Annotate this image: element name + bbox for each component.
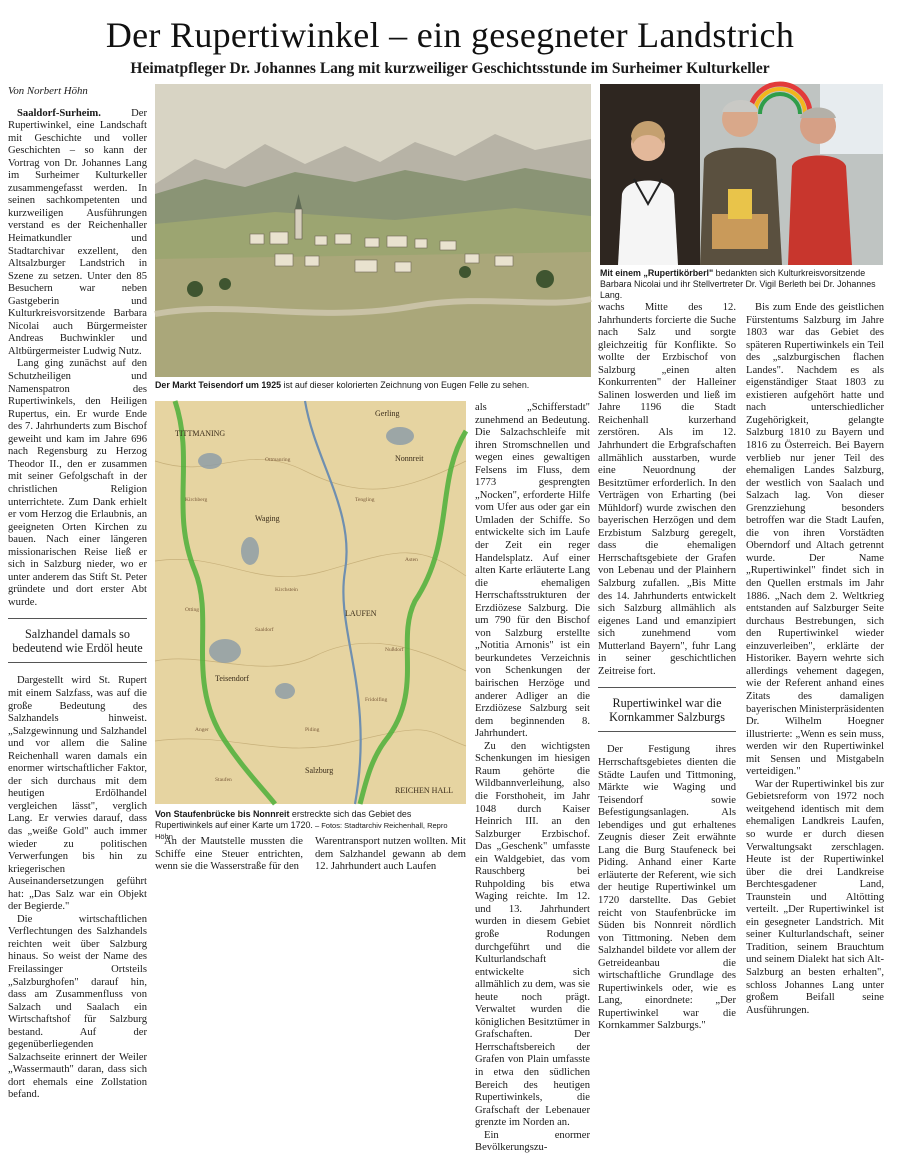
paragraph: Bis zum Ende des geistlichen Fürstentums Salzburg im Jahre 1803 war das Gebiet des späteren Rupertiwinkels ein Teil des „salzburgischen flachen Landes". Nachdem es als eigenständiger Staat 1803 zu existieren aufgehört hatte und nach unterschiedlicher Zugehörigkeit, gelangte Salzburg 1810 zu Bayern und 1816 zu Österreich. Bei Bayern verblieb nur jener Teil des ehemaligen Landes Salzburg, der westlich von Saalach und Salzach lag. Von dieser Grenzziehung besonders betroffen war die Stadt Laufen, die von ihren Vorstädten Oberndorf und Altach getrennt wurde. Der Name „Rupertiwinkel" findet sich in den Quellen erstmals im Jahr 1886. „Nach dem 2. Weltkrieg entstanden auf Salzburger Seite durchaus Bestrebungen, sich den Rupertiwinkel wieder einzuverleiben", erklärte der Historiker. Bayern wehrte sich allerdings vehement dagegen, wie der Referent anhand eines Zitats des damaligen bayerischen Ministerpräsidenten Dr. Wilhelm Hoegner illustrierte: „Wenn es sein muss, werden wir den Rupertiwinkel mit Sensen und Mistgabeln verteidigen." <box>746 302 884 778</box>
svg-text:Otting: Otting <box>185 607 200 613</box>
painting-caption <box>155 380 591 391</box>
caption-bold: Von Staufenbrücke bis Nonnreit <box>155 809 290 819</box>
paragraph: wachs Mitte des 12. Jahrhunderts forcierte die Suche nach Salz und sorgte gleichzeitig für Konflikte. So wollte der Erzbischof von Salzburg „einen alten Konkurrenten" der Halleiner Salinen loswerden und ließ im Jahre 1196 die Stadt Reichenhall kurzerhand zerstören. Als im 12. Jahrhundert die Erbgrafschaften allmählich ausstarben, wurde eine Neuordnung der Besitztümer erforderlich. In den Verträgen von Erharting (bei Mühldorf) wurde zwischen den bayerischen Herzögen und dem Erzbistum Salzburg geregelt, dass die ehemaligen Herrschaftsgebiete der Grafen von Lebenau und der Plainhern Salzburg zufallen. „Bis Mitte des 14. Jahrhunderts entwickelt sich Salzburg allmählich als eigenes Land und emanzipiert sich zunehmend vom Mutterland Bayern", fuhr Lang in seiner geschichtlichen Zeitreise fort. <box>598 302 736 677</box>
svg-text:Ottmanring: Ottmanring <box>265 457 291 463</box>
map-label: Salzburg <box>305 766 334 775</box>
map-label: TITTMANING <box>175 429 226 438</box>
paragraph: Warentransport nutzen wollten. Mit dem Salzhandel gewann ab dem 12. Jahrhundert auch Laufen <box>315 836 466 873</box>
paragraph-text: Der Rupertiwinkel, eine Landschaft mit Geschichte und voller Geschichten – so kann der Vortrag von Dr. Johannes Lang im Surheimer Kulturkeller zusammengefasst werden. In seinen sachkompetenten und kurzweiligen Ausführungen verstand es der Reichenhaller Heimatkundler und Stadtarchivar exzellent, den Altsalzburger Landstrich in Szene zu setzen. Unter den 85 Besuchern war neben Gastgeberin und Kulturkreisvorsitzende Barbara Nicolai auch Bürgermeister Andreas Buchwinkler und Altbürgermeister Ludwig Nutz. <box>8 107 147 357</box>
svg-text:Piding: Piding <box>305 727 320 733</box>
article-subheadline: Heimatpfleger Dr. Johannes Lang mit kurzweiliger Geschichtsstunde im Surheimer Kulturkeller <box>130 60 770 77</box>
paragraph: Die wirtschaftlichen Verflechtungen des Salzhandels reichten weit über Salzburg hinaus. So weist der Name des Freilassinger Ortsteils „Salzburghofen" darauf hin, dass am Zusammenfluss von Salzach und Saalach ein Wirtschaftshof für Salzburg bestand. Auf der gegenüberliegenden Salzachseite erinnert der Weiler „Wassermauth" daran, dass sich dort ehemals eine Zollstation befand. <box>8 913 147 1101</box>
photo-caption <box>600 268 883 301</box>
award-photo <box>600 84 883 265</box>
dateline: Saaldorf-Surheim. <box>17 107 101 119</box>
caption-text: erstreckte sich das Gebiet des Rupertiwinkels auf einer Karte um 1720. <box>155 809 412 830</box>
svg-text:Kirchstein: Kirchstein <box>275 587 298 593</box>
map-label: Gerling <box>375 409 400 418</box>
painting-teisendorf-image <box>155 84 591 377</box>
svg-text:Staufen: Staufen <box>215 777 232 783</box>
map-label: Teisendorf <box>215 674 250 683</box>
paragraph: War der Rupertiwinkel bis zur Gebietsreform von 1972 noch weitgehend identisch mit dem ehemaligen Landkreis Laufen, so wurde er durch diesen Verwaltungsakt zerschlagen. Heute ist der Rupertiwinkel über die drei Landkreise Berchtesgadener Land, Traunstein und Altötting verteilt. „Der Rupertiwinkel ist ein gesegneter Landstrich. Mit seiner Kulturlandschaft, seiner Tradition, seinem Brauchtum und seinem Dialekt hat sich Alt-Salzburg an besten erhalten", schloss Johannes Lang unter großem Beifall seine Ausführungen. <box>746 778 884 1016</box>
author-byline: Von Norbert Höhn <box>8 85 88 97</box>
svg-text:Fridolfing: Fridolfing <box>365 697 388 703</box>
svg-text:Nußdorf: Nußdorf <box>385 647 404 653</box>
map-image <box>155 401 466 804</box>
article-headline: Der Rupertiwinkel – ein gesegneter Landstrich <box>105 15 795 55</box>
paragraph: Der Festigung ihres Herrschaftsgebietes dienten die Städte Laufen und Tittmoning, Märkte wie Waging und Teisendorf sowie Befestigungsanlagen. Als lebendiges und gut erhaltenes Zeugnis dieser Zeit erwähnte Lang die Burg Staufeneck bei Piding. Anhand einer Karte erläuterte der Referent, wie sich der heutige Rupertiwinkel um 1720 darstellte. Das Gebiet reicht von Staufenbrücke im Süden bis Nonnreit nördlich von Tittmoning. Neben dem Salzhandel bildete vor allem der Getreideanbau die wirtschaftliche Grundlage des Rupertiwinkels oder, wie es Lang, einordnete: „Der Rupertiwinkel war die Kornkammer Salzburgs." <box>598 744 736 1032</box>
photo-illustration <box>600 84 883 265</box>
svg-text:Asten: Asten <box>405 557 418 563</box>
map-label: LAUFEN <box>345 609 377 618</box>
column-5 <box>746 302 884 1016</box>
paragraph: Dargestellt wird St. Rupert mit einem Salzfass, was auf die große Bedeutung des Salzhandels hinweist. „Salzgewinnung und Salzhandel und vor allem die Saline Reichenhall waren damals ein enormer wirtschaftlicher Faktor, der sich durchaus mit dem heutigen Erdölhandel vergleichen lässt", verglich Lang. Er verwies darauf, dass das „weiße Gold" auch immer wieder zu politischen Verwerfungen bis hin zu kriegerischen Auseinandersetzungen geführt hat: „Das Salz war ein Objekt der Begierde." <box>8 675 147 913</box>
caption-bold: Mit einem „Rupertikörberl" <box>600 268 714 278</box>
column-2a <box>155 836 303 873</box>
map-label: REICHEN HALL <box>395 786 453 795</box>
paragraph <box>8 108 147 359</box>
svg-text:Tengling: Tengling <box>355 497 375 503</box>
paragraph: Zu den wichtigsten Schenkungen im hiesigen Raum gehörte die Wildbannverleihung, also die Forsthoheit, im Jahr 1048 durch Kaiser Heinrich III. an den Salzburger Erzbischof. Das „Geschenk" umfasste ein Waldgebiet, das vom Rauschberg bei Ruhpolding bis etwa Waging reichte. Im 12. und 13. Jahrhundert wurden in diesem Gebiet große Rodungen durchgeführt und die Kulturlandschaft entwickelte sich allmählich zu dem, was sie heute noch prägt. Verwaltet wurden die königlichen Besitztümer in Grafschaften. Der Herrschaftsbereich der Grafen von Plain umfasste in etwa den südlichen Bereich des heutigen Rupertiwinkels, die Grafschaft der Lebenauer grenzte im Norden an. <box>475 740 590 1129</box>
column-2b <box>315 836 466 873</box>
map-label: Nonnreit <box>395 454 424 463</box>
column-3 <box>475 402 590 1154</box>
svg-text:Saaldorf: Saaldorf <box>255 627 274 633</box>
caption-text: bedankten sich Kulturkreisvorsitzende Barbara Nicolai und ihr Stellvertreter Dr. Vigil Berleth bei Dr. Johannes Lang. <box>600 268 876 300</box>
painting-illustration <box>155 84 591 377</box>
caption-text: ist auf dieser kolorierten Zeichnung von Eugen Felle zu sehen. <box>281 380 530 390</box>
paragraph: An der Mautstelle mussten die Schiffe eine Steuer entrichten, wenn sie die Wasserstraße für den <box>155 836 303 873</box>
photo-credit: – Fotos: Stadtarchiv Reichenhall, Repro Höhn <box>155 821 448 841</box>
paragraph: Lang ging zunächst auf den Schutzheiligen und Namenspatron des Rupertiwinkels, den Heiligen Rupertus, ein. Er wurde Ende des 7. Jahrhunderts zum Bischof geweiht und kam im Jahre 696 nach Regensburg zu Herzog Theodor II., den er zusammen mit seiner Gefolgschaft in der christlichen Religion unterrichtete. Zum Dank erhielt er vom Herzog die Erlaubnis, an geeigneten Orten Kirchen zu bauen. Nach einer längeren missionarischen Reise ließ er sich in Salzburg nieder, wo er unter anderem das Stift St. Peter gründete und dort erster Abt wurde. <box>8 358 147 608</box>
caption-bold: Der Markt Teisendorf um 1925 <box>155 380 282 390</box>
svg-text:Kirchberg: Kirchberg <box>185 497 208 503</box>
map-label: Waging <box>255 514 280 523</box>
section-heading: Salzhandel damals so bedeutend wie Erdöl heute <box>8 618 147 663</box>
svg-text:Anger: Anger <box>195 727 209 733</box>
column-1 <box>8 85 147 1101</box>
paragraph: Ein enormer Bevölkerungszu- <box>475 1129 590 1154</box>
map-illustration <box>155 401 466 804</box>
paragraph: als „Schifferstadt" zunehmend an Bedeutung. Die Salzachschleife mit ihren Stromschnellen und wegen eines gewaltigen Felsens im Fluss, dem 1773 gesprengten „Nocken", erforderte Hilfe vom Ufer aus oder gar ein Umladen der Schiffe. So entwickelte sich im Laufe der Zeit ein reger Handelsplatz. Auf einer alten Karte erläuterte Lang die ehemaligen Herrschaftsstrukturen der Erzdiözese Salzburg. Die um 790 für den Bischof von Salzburg erstellte „Notitia Arnonis" ist ein beurkundetes Verzeichnis von Schenkungen der bairischen Herzöge und anderer Adliger an die Erzdiözese Salzburg seit dem beginnenden 8. Jahrhundert. <box>475 402 590 740</box>
section-heading: Rupertiwinkel war die Kornkammer Salzburgs <box>598 687 736 732</box>
column-4 <box>598 302 736 1032</box>
